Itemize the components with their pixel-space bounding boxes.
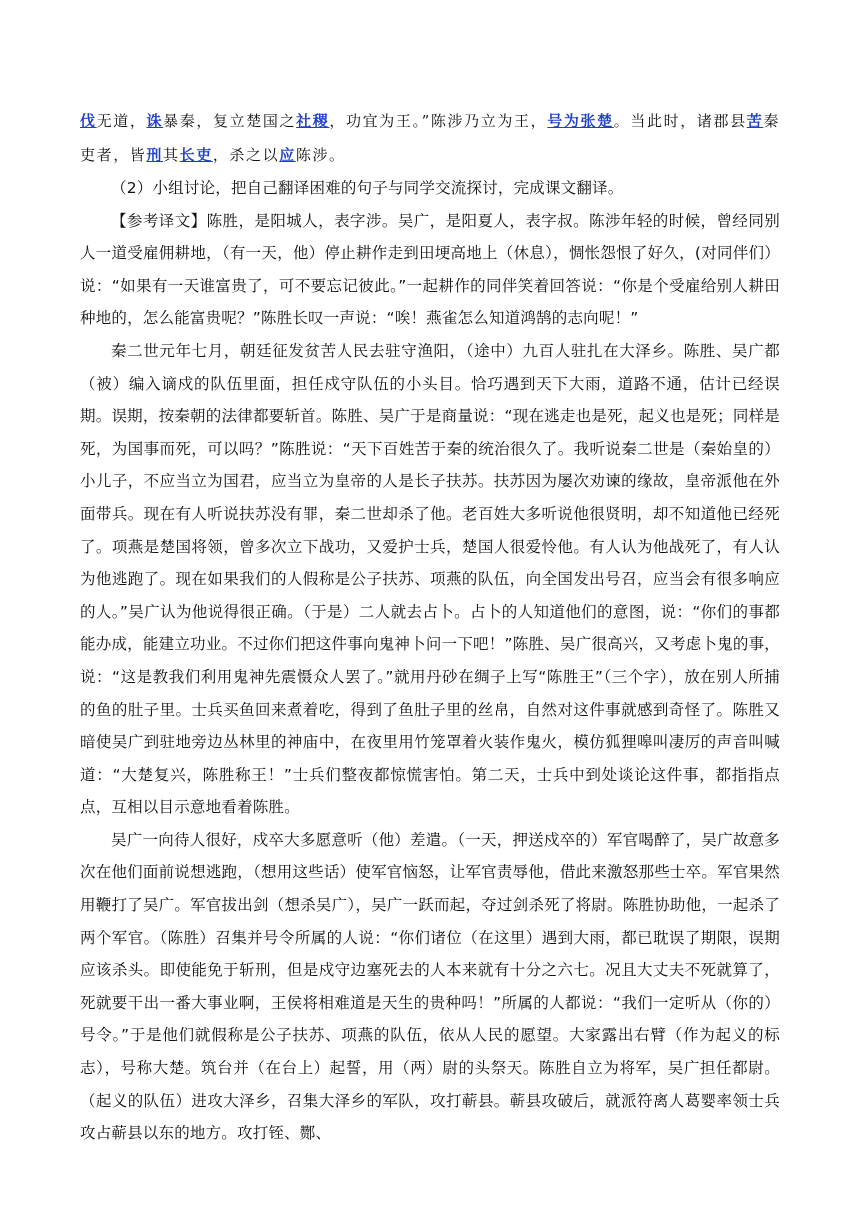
ancient-text-segment: 陈涉。 (295, 146, 346, 164)
glossary-term-link[interactable]: 社稷 (296, 112, 330, 130)
glossary-term-link[interactable]: 刑 (146, 146, 164, 164)
translation-paragraph-3: 吴广一向待人很好，戍卒大多愿意听（他）差遣。（一天，押送戍卒的）军官喝醉了，吴广故意多次在他们面前说想逃跑，（想用这些话）使军官恼怒，让军官责辱他，借此来激怒那些士卒。军官果然用鞭打了吴广。军官拔出剑（想杀吴广），吴广一跃而起，夺过剑杀死了将尉。陈胜协助他，一起杀了两个军官。（陈胜）召集并号令所属的人说：“你们诸位（在这里）遇到大雨，都已耽误了期限，误期应该杀头。即使能免于斩刑，但是戍守边塞死去的人本来就有十分之六七。况且大丈夫不死就算了，死就要干出一番大事业啊，王侯将相难道是天生的贵种吗！”所属的人都说：“我们一定听从（你的）号令。”于是他们就假称是公子扶苏、项燕的队伍，依从人民的愿望。大家露出右臂（作为起义的标志），号称大楚。筑台并（在台上）起誓，用（两）尉的头祭天。陈胜自立为将军，吴广担任都尉。（起义的队伍）进攻大泽乡，召集大泽乡的军队，攻打蕲县。蕲县攻破后，就派符离人葛婴率领士兵攻占蕲县以东的地方。攻打铚、酂、 (80, 830, 780, 1143)
glossary-term-link[interactable]: 号为张楚 (547, 112, 614, 130)
translation-paragraph-2: 秦二世元年七月，朝廷征发贫苦人民去驻守渔阳，（途中）九百人驻扎在大泽乡。陈胜、吴广都（被）编入谪戍的队伍里面，担任戍守队伍的小头目。恰巧遇到天下大雨，道路不通，估计已经误期。误期，按秦朝的法律都要斩首。陈胜、吴广于是商量说：“现在逃走也是死，起义也是死；同样是死，为国事而死，可以吗？”陈胜说：“天下百姓苦于秦的统治很久了。我听说秦二世是（秦始皇的）小儿子，不应当立为国君，应当立为皇帝的人是长子扶苏。扶苏因为屡次劝谏的缘故，皇帝派他在外面带兵。现在有人听说扶苏没有罪，秦二世却杀了他。老百姓大多听说他很贤明，却不知道他已经死了。项燕是楚国将领，曾多次立下战功，又爱护士兵，楚国人很爱怜他。有人认为他战死了，有人认为他逃跑了。现在如果我们的人假称是公子扶苏、项燕的队伍，向全国发出号召，应当会有很多响应的人。”吴广认为他说得很正确。（于是）二人就去占卜。占卜的人知道他们的意图，说：“你们的事都能办成，能建立功业。不过你们把这件事向鬼神卜问一下吧！”陈胜、吴广很高兴，又考虑卜鬼的事，说：“这是教我们利用鬼神先震慑众人罢了。”就用丹砂在绸子上写“陈胜王”（三个字），放在别人所捕的鱼的肚子里。士兵买鱼回来煮着吃，得到了鱼肚子里的丝帛，自然对这件事就感到奇怪了。陈胜又暗使吴广到驻地旁边丛林里的神庙中，在夜里用竹笼罩着火装作鬼火，模仿狐狸嗥叫凄厉的声音叫喊道：“大楚复兴，陈胜称王！”士兵们整夜都惊慌害怕。第二天，士兵中到处谈论这件事，都指指点点，互相以目示意地看着陈胜。 (80, 341, 780, 817)
ancient-text-segment: ，功宜为王。”陈涉乃立为王， (329, 112, 548, 130)
glossary-term-link[interactable]: 伐 (80, 112, 97, 130)
ancient-text-segment: 无道， (96, 112, 147, 130)
ancient-text-segment: 其 (163, 146, 180, 164)
glossary-term-link[interactable]: 苦 (746, 112, 764, 130)
ancient-text-segment: 。当此时，诸郡县 (613, 112, 747, 130)
glossary-term-link[interactable]: 应 (279, 146, 296, 164)
ancient-text-segment: ，杀之以 (212, 146, 280, 164)
glossary-term-link[interactable]: 长吏 (179, 146, 213, 164)
ancient-text-segment: 暴秦，复立楚国之 (163, 112, 297, 130)
ancient-text-paragraph (80, 104, 780, 172)
translation-paragraph-1: 【参考译文】陈胜，是阳城人，表字涉。吴广，是阳夏人，表字叔。陈涉年轻的时候，曾经同别人一道受雇佣耕地，（有一天，他）停止耕作走到田埂高地上（休息），惆怅怨恨了好久，(对同伴们）说：“如果有一天谁富贵了，可不要忘记彼此。”一起耕作的同伴笑着回答说：“你是个受雇给别人耕田种地的，怎么能富贵呢？”陈胜长叹一声说：“唉！燕雀怎么知道鸿鹄的志向呢！” (80, 211, 780, 328)
task-instruction: （2）小组讨论，把自己翻译困难的句子与同学交流探讨，完成课文翻译。 (111, 179, 624, 197)
ancient-text-segment: 秦吏者，皆 (80, 112, 780, 164)
glossary-term-link[interactable]: 诛 (146, 112, 164, 130)
document-page (80, 104, 780, 1150)
